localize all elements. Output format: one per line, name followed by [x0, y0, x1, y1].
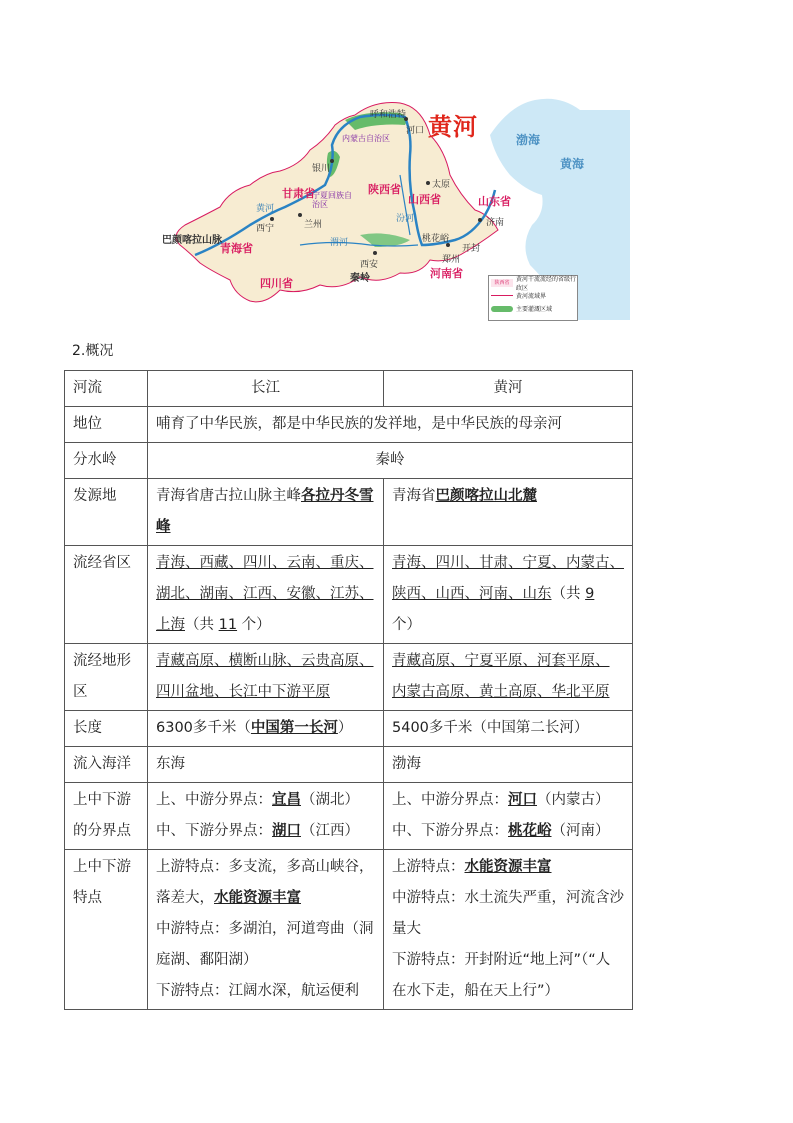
yangtze-upper-features-2: 落差大，	[156, 890, 214, 906]
label-xining: 西宁	[256, 224, 275, 234]
yellow-source-mountain: 巴颜喀拉山北麓	[435, 488, 537, 504]
yellow-provinces-line-1: 青海、四川、甘肃、宁夏、内蒙古、	[392, 555, 624, 571]
table-row-header	[65, 371, 633, 407]
yellow-river-map	[160, 95, 630, 320]
label-bohai: 渤海	[516, 133, 541, 147]
overview-table	[64, 370, 633, 1010]
yangtze-provinces-cell	[148, 546, 384, 644]
label-sichuan: 四川省	[260, 277, 293, 290]
label-fenhe: 汾河	[396, 214, 415, 224]
header-cell-yangtze: 长江	[148, 371, 384, 407]
label-shandong: 山东省	[478, 195, 511, 208]
yellow-upper-hydropower: 水能资源丰富	[464, 859, 552, 875]
label-huanghe: 黄河	[256, 204, 275, 214]
row-label-boundary: 上中下游的分界点	[65, 783, 148, 850]
table-row-status	[65, 407, 633, 443]
yangtze-terrain-line-2: 四川盆地、长江中下游平原	[156, 684, 330, 700]
table-row-source	[65, 479, 633, 546]
yangtze-count-prefix: （共	[185, 617, 219, 633]
yangtze-length-rank: 中国第一长河	[250, 720, 338, 736]
row-label-ocean: 流入海洋	[65, 747, 148, 783]
yangtze-count-suffix: 个）	[237, 617, 271, 633]
yellow-middle-features: 中游特点：水土流失严重，河流含沙量大	[392, 890, 624, 937]
yellow-features-cell	[384, 850, 633, 1010]
yellow-lower-boundary-suffix: （河南）	[551, 823, 610, 839]
label-ningxia: 宁夏回族自治区	[312, 191, 352, 209]
yellow-terrain-line-2: 内蒙古高原、黄土高原、华北平原	[392, 684, 610, 700]
label-yinchuan: 银川	[312, 164, 331, 174]
table-row-features	[65, 850, 633, 1010]
label-taohuayu: 桃花峪	[422, 234, 450, 244]
legend-irrigation-text: 主要灌溉区域	[516, 306, 553, 313]
table-row-ocean	[65, 747, 633, 783]
yellow-upper-features-prefix: 上游特点：	[392, 859, 465, 875]
yangtze-upper-boundary-point: 宜昌	[272, 792, 301, 808]
label-weihe: 渭河	[330, 238, 349, 248]
yangtze-features-cell	[148, 850, 384, 1010]
yangtze-boundary-cell	[148, 783, 384, 850]
table-row-divide	[65, 443, 633, 479]
yellow-ocean-cell: 渤海	[384, 747, 633, 783]
header-cell-yellow: 黄河	[384, 371, 633, 407]
yangtze-upper-features-1: 上游特点：多支流，多高山峡谷，	[156, 859, 374, 875]
table-row-provinces	[65, 546, 633, 644]
yellow-boundary-cell	[384, 783, 633, 850]
label-qinling: 秦岭	[350, 273, 370, 284]
yellow-length-cell: 5400多千米（中国第二长河）	[384, 711, 633, 747]
yellow-province-count: 9	[585, 586, 595, 602]
row-label-provinces: 流经省区	[65, 546, 148, 644]
yellow-lower-boundary-prefix: 中、下游分界点：	[392, 823, 508, 839]
city-dot-yinchuan	[330, 159, 334, 163]
yellow-terrain-cell	[384, 644, 633, 711]
yangtze-lower-boundary-suffix: （江西）	[301, 823, 359, 839]
yangtze-provinces-line-1: 青海、西藏、四川、云南、重庆、	[156, 555, 374, 571]
yangtze-lower-boundary-point: 湖口	[272, 823, 301, 839]
yangtze-length-suffix: ）	[337, 720, 353, 736]
map-title: 黄河	[428, 113, 478, 141]
city-dot-xian	[373, 251, 377, 255]
yangtze-source-prefix: 青海省唐古拉山脉主峰	[156, 488, 301, 504]
yellow-source-cell	[384, 479, 633, 546]
label-inner-mongolia: 内蒙古自治区	[342, 134, 390, 143]
city-dot-lanzhou	[298, 213, 302, 217]
yangtze-middle-features: 中游特点：多湖泊，河道弯曲（洞庭湖、鄱阳湖）	[156, 921, 374, 968]
legend-boundary-text: 黄河流域界	[516, 293, 547, 300]
legend-province-swatch: 陕西省	[491, 279, 513, 287]
city-dot-taiyuan	[426, 181, 430, 185]
row-label-terrain: 流经地形区	[65, 644, 148, 711]
legend-boundary-swatch	[491, 295, 513, 296]
yangtze-upper-boundary-suffix: （湖北）	[301, 792, 359, 808]
label-taiyuan: 太原	[432, 180, 451, 190]
table-row-length	[65, 711, 633, 747]
yellow-upper-boundary-point: 河口	[508, 792, 537, 808]
yellow-count-suffix: 个）	[392, 617, 421, 633]
yellow-terrain-line-1: 青藏高原、宁夏平原、河套平原、	[392, 653, 610, 669]
yangtze-terrain-cell	[148, 644, 384, 711]
label-xian: 西安	[360, 260, 379, 270]
yellow-provinces-last: 陕西、山西、河南、山东	[392, 586, 552, 602]
yellow-provinces-cell	[384, 546, 633, 644]
legend-row-irrigation	[489, 302, 577, 315]
yangtze-provinces-line-2: 湖北、湖南、江西、安徽、江苏、	[156, 586, 374, 602]
label-gansu: 甘肃省	[282, 187, 315, 200]
label-qinghai: 青海省	[220, 242, 253, 255]
label-hekou: 河口	[406, 126, 425, 136]
row-label-length: 长度	[65, 711, 148, 747]
yangtze-terrain-line-1: 青藏高原、横断山脉、云贵高原、	[156, 653, 374, 669]
label-bayan-har: 巴颜喀拉山脉	[162, 235, 222, 246]
yangtze-lower-features: 下游特点：江阔水深，航运便利	[156, 983, 359, 999]
row-label-divide: 分水岭	[65, 443, 148, 479]
section-heading: 2.概况	[72, 343, 114, 359]
label-hohhot: 呼和浩特	[370, 110, 407, 120]
label-huanghai: 黄海	[560, 157, 585, 171]
label-shaanxi: 陕西省	[368, 183, 401, 196]
yangtze-source-cell	[148, 479, 384, 546]
yellow-count-prefix: （共	[551, 586, 586, 602]
yangtze-ocean-cell: 东海	[148, 747, 384, 783]
legend-province-text: 黄河干流流经的省级行政区	[516, 275, 577, 292]
label-henan: 河南省	[430, 267, 463, 280]
yangtze-length-cell	[148, 711, 384, 747]
yellow-lower-features: 下游特点：开封附近“地上河”（“人在水下走，船在天上行”）	[392, 952, 611, 999]
yellow-source-prefix: 青海省	[392, 488, 436, 504]
yellow-upper-boundary-suffix: （内蒙古）	[537, 792, 610, 808]
yangtze-upper-hydropower: 水能资源丰富	[214, 890, 301, 906]
yellow-upper-boundary-prefix: 上、中游分界点：	[392, 792, 508, 808]
yangtze-province-count: 11	[218, 617, 238, 633]
yellow-lower-boundary-point: 桃花峪	[508, 823, 552, 839]
divide-value: 秦岭	[148, 443, 633, 479]
row-label-features: 上中下游特点	[65, 850, 148, 1010]
map-legend	[488, 275, 578, 321]
yangtze-upper-boundary-prefix: 上、中游分界点：	[156, 792, 272, 808]
yangtze-provinces-last: 上海	[156, 617, 185, 633]
label-shanxi: 山西省	[408, 193, 441, 206]
label-zhengzhou: 郑州	[442, 255, 461, 265]
yangtze-length-prefix: 6300多千米（	[156, 720, 251, 736]
header-cell-river: 河流	[65, 371, 148, 407]
label-kaifeng: 开封	[462, 244, 481, 254]
city-dot-jinan	[478, 218, 482, 222]
row-label-status: 地位	[65, 407, 148, 443]
legend-irrigation-swatch	[491, 306, 513, 312]
label-lanzhou: 兰州	[304, 220, 323, 230]
table-row-boundary	[65, 783, 633, 850]
yangtze-source-peak: 各拉丹冬雪峰	[156, 488, 374, 535]
label-jinan: 济南	[486, 218, 505, 228]
yangtze-lower-boundary-prefix: 中、下游分界点：	[156, 823, 272, 839]
row-label-source: 发源地	[65, 479, 148, 546]
status-value: 哺育了中华民族，都是中华民族的发祥地，是中华民族的母亲河	[148, 407, 633, 443]
legend-row-province	[489, 275, 577, 292]
table-row-terrain	[65, 644, 633, 711]
